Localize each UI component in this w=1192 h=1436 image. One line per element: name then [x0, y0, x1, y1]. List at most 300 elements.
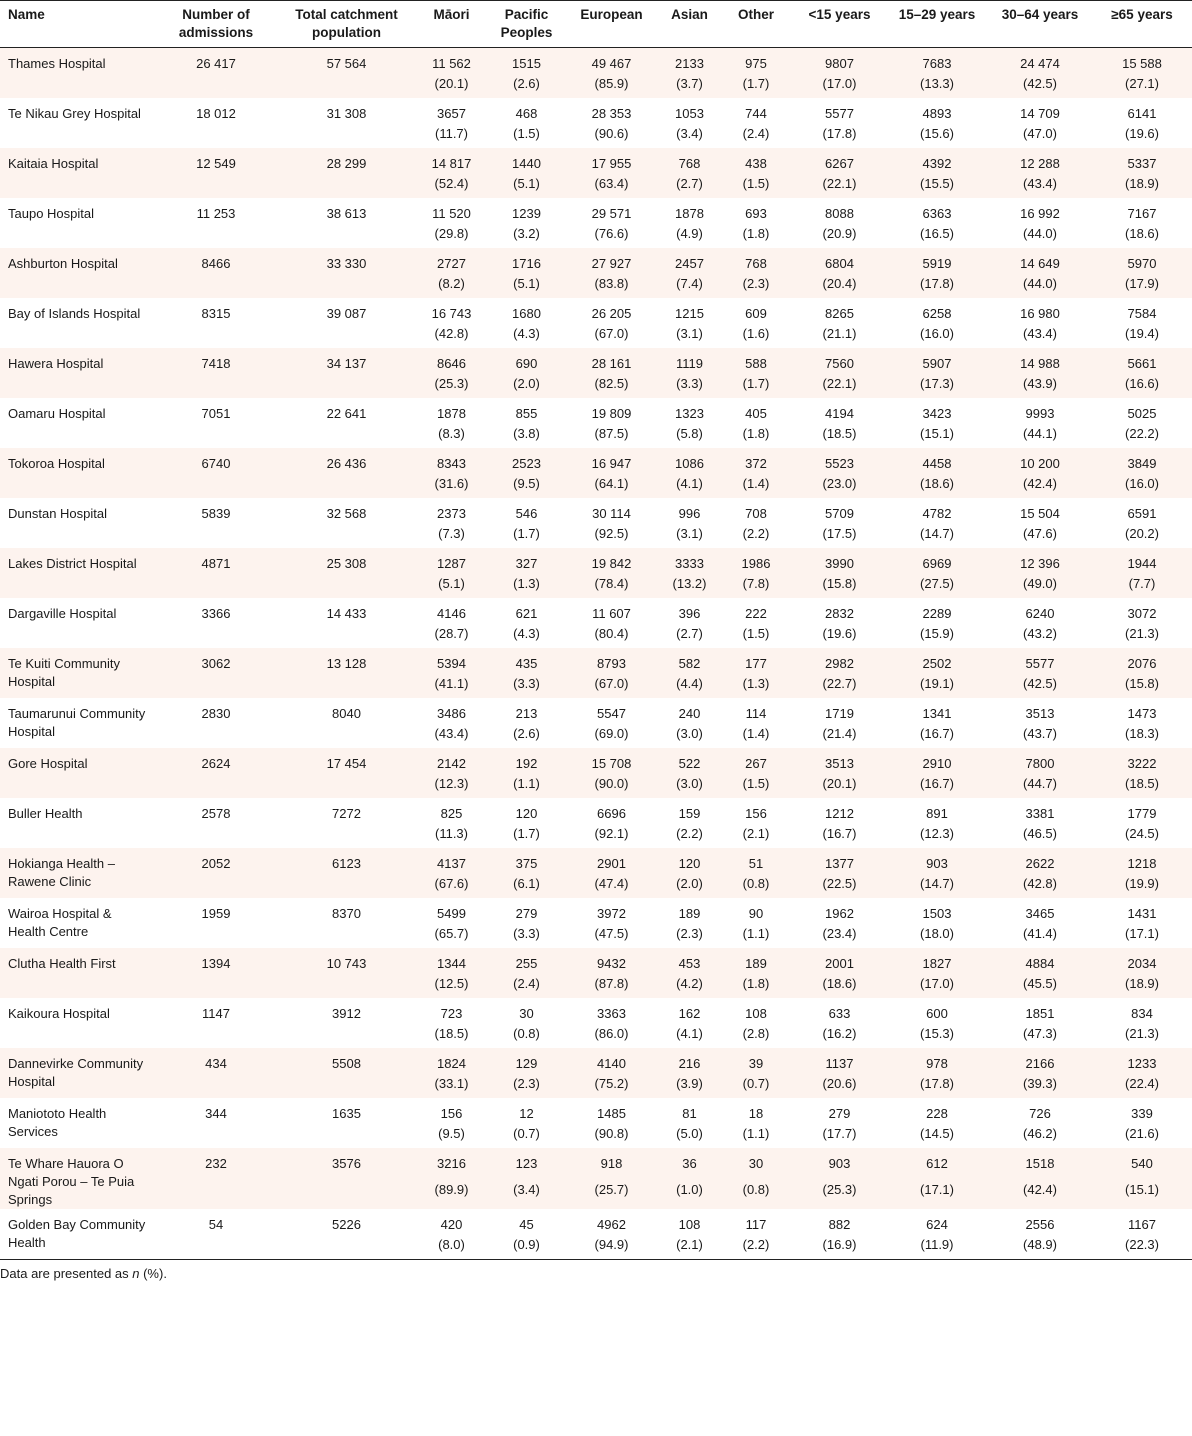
count-cell: 3216 — [413, 1148, 490, 1179]
count-cell: 30 — [719, 1148, 793, 1179]
count-cell: 453 — [660, 948, 719, 973]
footnote-suffix: (%). — [139, 1266, 167, 1281]
count-cell: 7800 — [988, 748, 1092, 773]
admissions-cell: 344 — [205, 1106, 227, 1121]
table-row-percent — [0, 1179, 1192, 1210]
percent-cell: (11.3) — [435, 826, 468, 841]
count-cell: 768 — [719, 248, 793, 273]
percent-cell: (2.2) — [742, 526, 770, 541]
percent-cell: (86.0) — [594, 1026, 629, 1041]
empty-cell — [152, 1123, 280, 1148]
percent-cell: (39.3) — [988, 1073, 1092, 1098]
percent-cell: (20.9) — [822, 226, 857, 241]
percent-cell: (0.8) — [719, 873, 793, 898]
count-cell: 1719 — [825, 706, 854, 721]
count-cell: 279 — [515, 906, 538, 921]
percent-cell: (18.3) — [1125, 726, 1159, 741]
table-row — [0, 848, 1192, 873]
admissions-cell: 3366 — [201, 606, 231, 621]
empty-cell — [152, 1179, 280, 1210]
empty-cell — [280, 773, 413, 798]
count-cell: 8343 — [413, 448, 490, 473]
count-cell: 19 842 — [563, 548, 660, 573]
count-cell: 6363 — [922, 206, 952, 221]
count-cell: 2556 — [1025, 1217, 1055, 1232]
count-cell: 5547 — [597, 706, 626, 721]
hospital-name-cell: Clutha Health First — [0, 948, 152, 998]
empty-cell — [152, 773, 280, 798]
empty-cell — [280, 823, 413, 848]
table-row-percent — [0, 373, 1192, 398]
count-cell: 24 474 — [988, 48, 1092, 74]
percent-cell: (2.1) — [660, 1234, 719, 1260]
count-cell: 1986 — [719, 548, 793, 573]
count-cell: 129 — [490, 1048, 563, 1073]
column-header-name: Name — [0, 1, 152, 48]
table-row-percent — [0, 223, 1192, 248]
count-cell: 81 — [682, 1106, 697, 1121]
count-cell: 4140 — [563, 1048, 660, 1073]
percent-cell: (2.4) — [742, 126, 770, 141]
percent-cell: (42.4) — [988, 473, 1092, 498]
table-row-percent — [0, 523, 1192, 548]
percent-cell: (24.5) — [1125, 826, 1159, 841]
empty-cell — [280, 673, 413, 698]
percent-cell: (43.9) — [988, 373, 1092, 398]
count-cell: 11 520 — [432, 206, 471, 221]
count-cell: 903 — [793, 1148, 886, 1179]
admissions-cell: 7051 — [201, 406, 231, 421]
percent-cell: (67.0) — [594, 326, 629, 341]
count-cell: 222 — [745, 606, 767, 621]
table-row-percent — [0, 923, 1192, 948]
column-header-15-29: 15–29 years — [886, 1, 988, 48]
percent-cell: (13.2) — [660, 573, 719, 598]
percent-cell: (43.4) — [434, 726, 469, 741]
percent-cell: (16.9) — [793, 1234, 886, 1260]
percent-cell: (15.3) — [920, 1026, 954, 1041]
count-cell: 6591 — [1127, 506, 1157, 521]
count-cell: 19 809 — [591, 406, 632, 421]
count-cell: 36 — [660, 1148, 719, 1179]
percent-cell: (90.0) — [563, 773, 660, 798]
count-cell: 3513 — [793, 748, 886, 773]
percent-cell: (67.0) — [563, 673, 660, 698]
count-cell: 375 — [490, 848, 563, 873]
admissions-cell: 7418 — [152, 348, 280, 373]
population-cell: 39 087 — [326, 306, 367, 321]
hospital-name-cell: Lakes District Hospital — [0, 548, 152, 598]
table-body — [0, 48, 1192, 1260]
percent-cell: (18.9) — [1092, 973, 1192, 998]
count-cell: 3465 — [1025, 906, 1055, 921]
count-cell: 11 562 — [413, 48, 490, 74]
population-cell: 32 568 — [326, 506, 367, 521]
percent-cell: (2.0) — [490, 373, 563, 398]
admissions-cell: 12 549 — [152, 148, 280, 173]
hospital-name-cell: Tokoroa Hospital — [0, 448, 152, 498]
table-row-percent — [0, 1234, 1192, 1260]
percent-cell: (42.5) — [988, 73, 1092, 98]
percent-cell: (20.6) — [793, 1073, 886, 1098]
percent-cell: (21.6) — [1125, 1126, 1159, 1141]
population-cell: 5226 — [332, 1217, 361, 1232]
hospital-name-cell: Thames Hospital — [0, 48, 152, 99]
count-cell: 621 — [515, 606, 538, 621]
table-row — [0, 748, 1192, 773]
count-cell: 3486 — [437, 706, 466, 721]
admissions-cell: 2052 — [152, 848, 280, 873]
empty-cell — [280, 323, 413, 348]
percent-cell: (4.3) — [513, 326, 540, 341]
percent-cell: (3.3) — [513, 926, 540, 941]
empty-cell — [280, 1073, 413, 1098]
count-cell: 108 — [678, 1217, 701, 1232]
percent-cell: (33.1) — [413, 1073, 490, 1098]
count-cell: 1137 — [793, 1048, 886, 1073]
percent-cell: (78.4) — [563, 573, 660, 598]
count-cell: 1431 — [1127, 906, 1157, 921]
percent-cell: (47.3) — [1023, 1026, 1057, 1041]
percent-cell: (45.5) — [988, 973, 1092, 998]
admissions-cell: 3062 — [152, 648, 280, 673]
percent-cell: (2.6) — [513, 726, 540, 741]
admissions-cell: 2578 — [201, 806, 231, 821]
count-cell: 228 — [926, 1106, 948, 1121]
table-row — [0, 248, 1192, 273]
count-cell: 975 — [719, 48, 793, 74]
percent-cell: (9.5) — [438, 1126, 465, 1141]
column-header-maori: Māori — [413, 1, 490, 48]
percent-cell: (49.0) — [988, 573, 1092, 598]
percent-cell: (43.7) — [1023, 726, 1057, 741]
count-cell: 7167 — [1127, 206, 1157, 221]
count-cell: 1167 — [1128, 1217, 1156, 1232]
percent-cell: (3.1) — [676, 526, 703, 541]
percent-cell: (89.9) — [413, 1179, 490, 1210]
percent-cell: (22.2) — [1125, 426, 1159, 441]
count-cell: 1680 — [512, 306, 541, 321]
percent-cell: (0.9) — [490, 1234, 563, 1260]
count-cell: 1944 — [1092, 548, 1192, 573]
empty-cell — [280, 1179, 413, 1210]
percent-cell: (3.4) — [490, 1179, 563, 1210]
column-header-population: Total catchment population — [280, 1, 413, 48]
percent-cell: (17.9) — [1092, 273, 1192, 298]
count-cell: 9432 — [563, 948, 660, 973]
count-cell: 5577 — [988, 648, 1092, 673]
population-cell: 3576 — [280, 1148, 413, 1179]
population-cell: 8370 — [332, 906, 361, 921]
percent-cell: (1.4) — [719, 473, 793, 498]
percent-cell: (1.7) — [513, 826, 540, 841]
percent-cell: (17.8) — [886, 1073, 988, 1098]
header-row — [0, 1, 1192, 48]
table-row-percent — [0, 773, 1192, 798]
count-cell: 522 — [660, 748, 719, 773]
population-cell: 7272 — [332, 806, 361, 821]
count-cell: 15 588 — [1092, 48, 1192, 74]
percent-cell: (3.8) — [513, 426, 540, 441]
population-cell: 26 436 — [280, 448, 413, 473]
count-cell: 5499 — [437, 906, 466, 921]
count-cell: 708 — [745, 506, 767, 521]
percent-cell: (1.3) — [719, 673, 793, 698]
count-cell: 7683 — [886, 48, 988, 74]
count-cell: 5025 — [1127, 406, 1157, 421]
empty-cell — [152, 123, 280, 148]
count-cell: 855 — [515, 406, 538, 421]
count-cell: 1341 — [922, 706, 952, 721]
population-cell: 14 433 — [326, 606, 367, 621]
table-row — [0, 598, 1192, 623]
count-cell: 1878 — [437, 406, 466, 421]
percent-cell: (19.9) — [1092, 873, 1192, 898]
count-cell: 2166 — [988, 1048, 1092, 1073]
hospital-name-cell: Wairoa Hospital & Health Centre — [8, 906, 112, 939]
percent-cell: (16.7) — [886, 773, 988, 798]
admissions-cell: 11 253 — [196, 206, 236, 221]
count-cell: 1053 — [675, 106, 704, 121]
hospital-name-cell: Maniototo Health Services — [8, 1106, 107, 1139]
percent-cell: (2.3) — [676, 926, 703, 941]
percent-cell: (12.3) — [920, 826, 954, 841]
count-cell: 1779 — [1127, 806, 1157, 821]
table-row — [0, 48, 1192, 74]
count-cell: 2289 — [922, 606, 952, 621]
count-cell: 4782 — [922, 506, 952, 521]
percent-cell: (46.2) — [1023, 1126, 1057, 1141]
empty-cell — [280, 873, 413, 898]
empty-cell — [152, 973, 280, 998]
percent-cell: (15.9) — [920, 626, 954, 641]
percent-cell: (2.6) — [490, 73, 563, 98]
percent-cell: (69.0) — [594, 726, 629, 741]
count-cell: 8265 — [825, 306, 854, 321]
count-cell: 108 — [745, 1006, 767, 1021]
count-cell: 588 — [719, 348, 793, 373]
admissions-cell: 26 417 — [152, 48, 280, 74]
count-cell: 882 — [828, 1217, 851, 1232]
column-header-european: European — [563, 1, 660, 48]
table-footnote — [0, 1260, 1192, 1281]
count-cell: 279 — [828, 1106, 851, 1121]
hospital-name-cell: Oamaru Hospital — [8, 406, 106, 421]
percent-cell: (22.3) — [1092, 1234, 1192, 1260]
percent-cell: (8.2) — [413, 273, 490, 298]
percent-cell: (9.5) — [490, 473, 563, 498]
percent-cell: (1.8) — [719, 973, 793, 998]
percent-cell: (19.6) — [822, 626, 857, 641]
hospital-name-cell: Kaitaia Hospital — [0, 148, 152, 198]
table-row-percent — [0, 1123, 1192, 1148]
hospital-name-cell: Dunstan Hospital — [8, 506, 107, 521]
percent-cell: (1.1) — [490, 773, 563, 798]
count-cell: 5577 — [825, 106, 854, 121]
count-cell: 16 992 — [1020, 206, 1060, 221]
percent-cell: (18.5) — [1092, 773, 1192, 798]
table-row-percent — [0, 673, 1192, 698]
empty-cell — [280, 273, 413, 298]
table-row — [0, 1209, 1192, 1234]
count-cell: 2457 — [660, 248, 719, 273]
count-cell: 1518 — [988, 1148, 1092, 1179]
percent-cell: (83.8) — [563, 273, 660, 298]
count-cell: 7560 — [793, 348, 886, 373]
admissions-cell: 434 — [152, 1048, 280, 1073]
population-cell: 5508 — [280, 1048, 413, 1073]
percent-cell: (17.5) — [822, 526, 857, 541]
population-cell: 6123 — [280, 848, 413, 873]
percent-cell: (7.7) — [1092, 573, 1192, 598]
count-cell: 156 — [440, 1106, 463, 1121]
percent-cell: (2.2) — [676, 826, 703, 841]
count-cell: 2076 — [1092, 648, 1192, 673]
count-cell: 1827 — [886, 948, 988, 973]
count-cell: 15 708 — [563, 748, 660, 773]
count-cell: 14 709 — [1020, 106, 1060, 121]
table-row — [0, 198, 1192, 223]
count-cell: 51 — [719, 848, 793, 873]
percent-cell: (16.7) — [920, 726, 954, 741]
percent-cell: (41.4) — [1023, 926, 1057, 941]
hospital-name-cell: Te Kuiti Community Hospital — [0, 648, 152, 698]
percent-cell: (2.1) — [742, 826, 770, 841]
percent-cell: (12.3) — [413, 773, 490, 798]
column-header-65plus: ≥65 years — [1092, 1, 1192, 48]
percent-cell: (17.1) — [886, 1179, 988, 1210]
count-cell: 825 — [440, 806, 463, 821]
count-cell: 3363 — [597, 1006, 626, 1021]
empty-cell — [280, 1023, 413, 1048]
empty-cell — [152, 373, 280, 398]
count-cell: 3381 — [1025, 806, 1055, 821]
percent-cell: (2.3) — [719, 273, 793, 298]
count-cell: 2727 — [413, 248, 490, 273]
count-cell: 4137 — [413, 848, 490, 873]
percent-cell: (5.1) — [490, 173, 563, 198]
population-cell: 31 308 — [326, 106, 367, 121]
percent-cell: (6.1) — [490, 873, 563, 898]
count-cell: 16 980 — [1020, 306, 1060, 321]
count-cell: 1215 — [675, 306, 704, 321]
empty-cell — [280, 1123, 413, 1148]
count-cell: 12 — [519, 1106, 534, 1121]
count-cell: 2373 — [437, 506, 466, 521]
count-cell: 996 — [678, 506, 701, 521]
count-cell: 6141 — [1127, 106, 1157, 121]
count-cell: 1716 — [490, 248, 563, 273]
table-row — [0, 798, 1192, 823]
count-cell: 339 — [1131, 1106, 1153, 1121]
population-cell: 38 613 — [326, 206, 367, 221]
footnote-prefix: Data are presented as — [0, 1266, 133, 1281]
count-cell: 9993 — [1025, 406, 1055, 421]
count-cell: 6696 — [597, 806, 626, 821]
percent-cell: (27.5) — [886, 573, 988, 598]
count-cell: 468 — [515, 106, 538, 121]
count-cell: 30 114 — [592, 506, 631, 521]
empty-cell — [152, 723, 280, 748]
percent-cell: (22.7) — [793, 673, 886, 698]
percent-cell: (11.7) — [435, 126, 468, 141]
count-cell: 327 — [490, 548, 563, 573]
percent-cell: (14.7) — [886, 873, 988, 898]
percent-cell: (2.3) — [490, 1073, 563, 1098]
empty-cell — [280, 473, 413, 498]
admissions-cell: 1147 — [202, 1006, 230, 1021]
count-cell: 918 — [563, 1148, 660, 1179]
count-cell: 156 — [745, 806, 767, 821]
hospital-name-cell: Bay of Islands Hospital — [8, 306, 141, 321]
count-cell: 3072 — [1127, 606, 1157, 621]
count-cell: 4392 — [886, 148, 988, 173]
percent-cell: (90.6) — [594, 126, 629, 141]
count-cell: 177 — [719, 648, 793, 673]
count-cell: 1323 — [675, 406, 704, 421]
count-cell: 5661 — [1092, 348, 1192, 373]
percent-cell: (47.6) — [1023, 526, 1057, 541]
admissions-cell: 8466 — [152, 248, 280, 273]
count-cell: 39 — [719, 1048, 793, 1073]
empty-cell — [280, 373, 413, 398]
count-cell: 1485 — [597, 1106, 626, 1121]
count-cell: 768 — [660, 148, 719, 173]
count-cell: 3513 — [1025, 706, 1055, 721]
percent-cell: (3.0) — [676, 726, 703, 741]
count-cell: 189 — [719, 948, 793, 973]
percent-cell: (47.0) — [1023, 126, 1057, 141]
percent-cell: (3.0) — [660, 773, 719, 798]
count-cell: 26 205 — [591, 306, 632, 321]
percent-cell: (11.9) — [886, 1234, 988, 1260]
percent-cell: (64.1) — [563, 473, 660, 498]
count-cell: 546 — [515, 506, 538, 521]
percent-cell: (1.5) — [719, 173, 793, 198]
count-cell: 978 — [886, 1048, 988, 1073]
count-cell: 12 396 — [988, 548, 1092, 573]
percent-cell: (2.8) — [742, 1026, 770, 1041]
percent-cell: (1.3) — [490, 573, 563, 598]
count-cell: 28 161 — [563, 348, 660, 373]
percent-cell: (1.6) — [742, 326, 770, 341]
percent-cell: (18.6) — [886, 473, 988, 498]
percent-cell: (1.8) — [742, 426, 770, 441]
admissions-cell: 232 — [152, 1148, 280, 1179]
percent-cell: (3.3) — [660, 373, 719, 398]
table-row — [0, 298, 1192, 323]
count-cell: 834 — [1131, 1006, 1153, 1021]
percent-cell: (16.6) — [1092, 373, 1192, 398]
count-cell: 4893 — [922, 106, 952, 121]
hospital-name-cell: Golden Bay Community Health — [0, 1209, 152, 1260]
hospital-name-cell: Te Whare Hauora O Ngati Porou – Te Puia Springs — [0, 1148, 152, 1209]
empty-cell — [152, 323, 280, 348]
count-cell: 192 — [490, 748, 563, 773]
count-cell: 1503 — [922, 906, 952, 921]
count-cell: 216 — [660, 1048, 719, 1073]
count-cell: 4194 — [825, 406, 854, 421]
percent-cell: (3.4) — [676, 126, 703, 141]
count-cell: 159 — [678, 806, 701, 821]
table-row-percent — [0, 823, 1192, 848]
table-row — [0, 698, 1192, 723]
count-cell: 438 — [719, 148, 793, 173]
percent-cell: (20.2) — [1125, 526, 1159, 541]
admissions-cell: 6740 — [152, 448, 280, 473]
empty-cell — [152, 73, 280, 98]
percent-cell: (21.3) — [1125, 1026, 1159, 1041]
